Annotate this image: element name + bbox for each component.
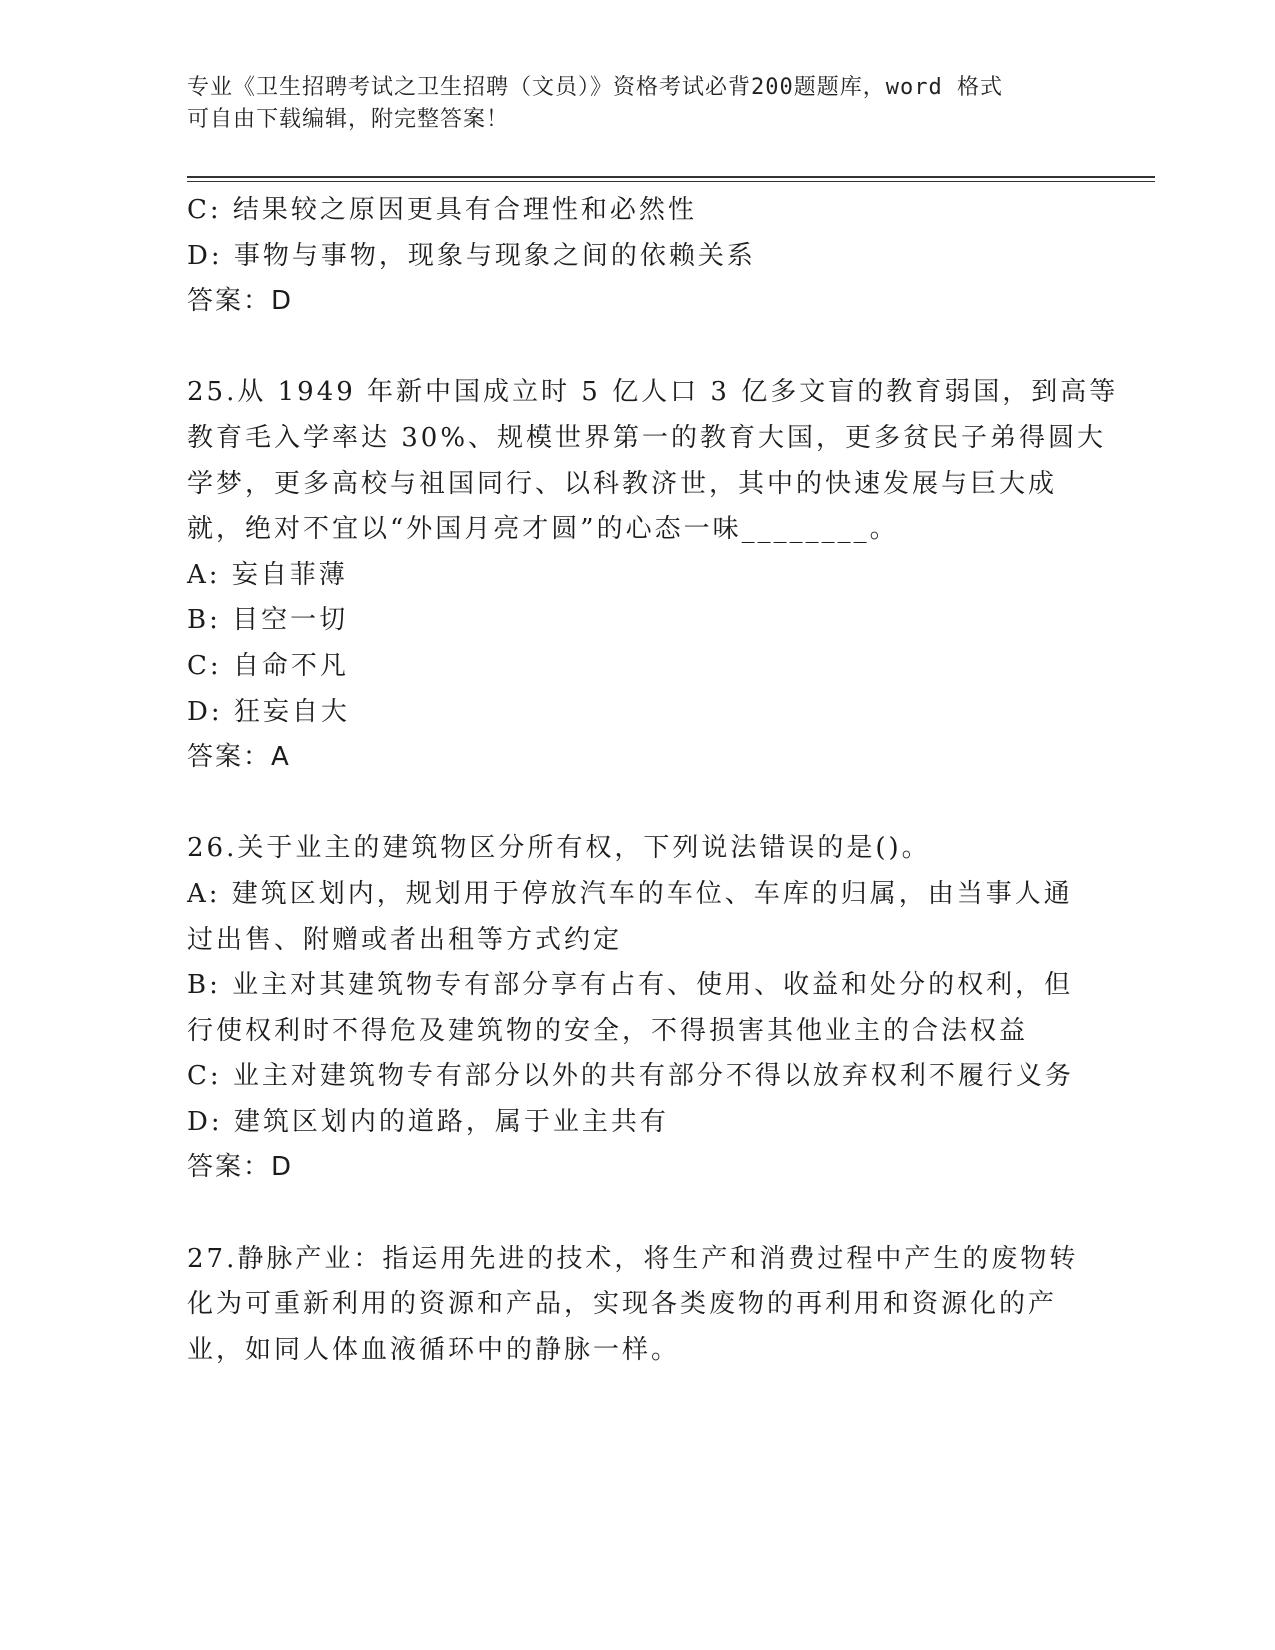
question-stem: 教育毛入学率达 30%、规模世界第一的教育大国，更多贫民子弟得圆大 <box>187 422 1107 453</box>
question-stem: 业，如同人体血液循环中的静脉一样。 <box>187 1334 681 1365</box>
question-26 <box>187 826 1087 1191</box>
question-24-tail <box>187 188 1087 325</box>
question-stem: 学梦，更多高校与祖国同行、以科教济世，其中的快速发展与巨大成 <box>187 468 1058 499</box>
option-d: D: 狂妄自大 <box>187 696 350 727</box>
option-d: D: 事物与事物，现象与现象之间的依赖关系 <box>187 240 756 271</box>
option-c: C: 业主对建筑物专有部分以外的共有部分不得以放弃权利不履行义务 <box>187 1061 1074 1092</box>
option-b: B: 业主对其建筑物专有部分享有占有、使用、收益和处分的权利，但 <box>187 970 1074 1001</box>
document-header <box>187 72 1067 136</box>
question-spacer <box>187 325 1087 371</box>
header-title-line-2: 可自由下载编辑，附完整答案！ <box>187 107 510 132</box>
option-b-continued: 行使权利时不得危及建筑物的安全，不得损害其他业主的合法权益 <box>187 1015 1029 1046</box>
question-27 <box>187 1237 1087 1374</box>
question-spacer <box>187 781 1087 827</box>
answer-line: 答案：A <box>187 742 291 773</box>
question-25 <box>187 370 1119 780</box>
document-body <box>187 188 1119 1373</box>
option-a-continued: 过出售、附赠或者出租等方式约定 <box>187 924 623 955</box>
question-stem: 27.静脉产业：指运用先进的技术，将生产和消费过程中产生的废物转 <box>187 1243 1079 1274</box>
question-stem: 26.关于业主的建筑物区分所有权，下列说法错误的是()。 <box>187 833 931 864</box>
question-stem: 化为可重新利用的资源和产品，实现各类废物的再利用和资源化的产 <box>187 1289 1058 1320</box>
option-c: C: 自命不凡 <box>187 650 349 681</box>
header-divider-thick <box>187 176 1155 178</box>
answer-line: 答案：D <box>187 1152 294 1183</box>
option-c: C: 结果较之原因更具有合理性和必然性 <box>187 195 697 225</box>
option-b: B: 目空一切 <box>187 605 349 636</box>
option-a: A: 建筑区划内，规划用于停放汽车的车位、车库的归属，由当事人通 <box>187 878 1073 909</box>
question-stem: 25.从 1949 年新中国成立时 5 亿人口 3 亿多文盲的教育弱国，到高等 <box>187 377 1119 408</box>
option-d: D: 建筑区划内的道路，属于业主共有 <box>187 1106 669 1137</box>
header-divider-thin <box>187 181 1155 182</box>
question-spacer <box>187 1191 1087 1237</box>
answer-line: 答案：D <box>187 286 294 317</box>
question-stem: 就，绝对不宜以“外国月亮才圆”的心态一味________。 <box>187 514 899 545</box>
header-title-line-1: 专业《卫生招聘考试之卫生招聘（文员）》资格考试必背200题题库，word 格式 <box>187 75 1003 100</box>
option-a: A: 妄自菲薄 <box>187 559 348 590</box>
